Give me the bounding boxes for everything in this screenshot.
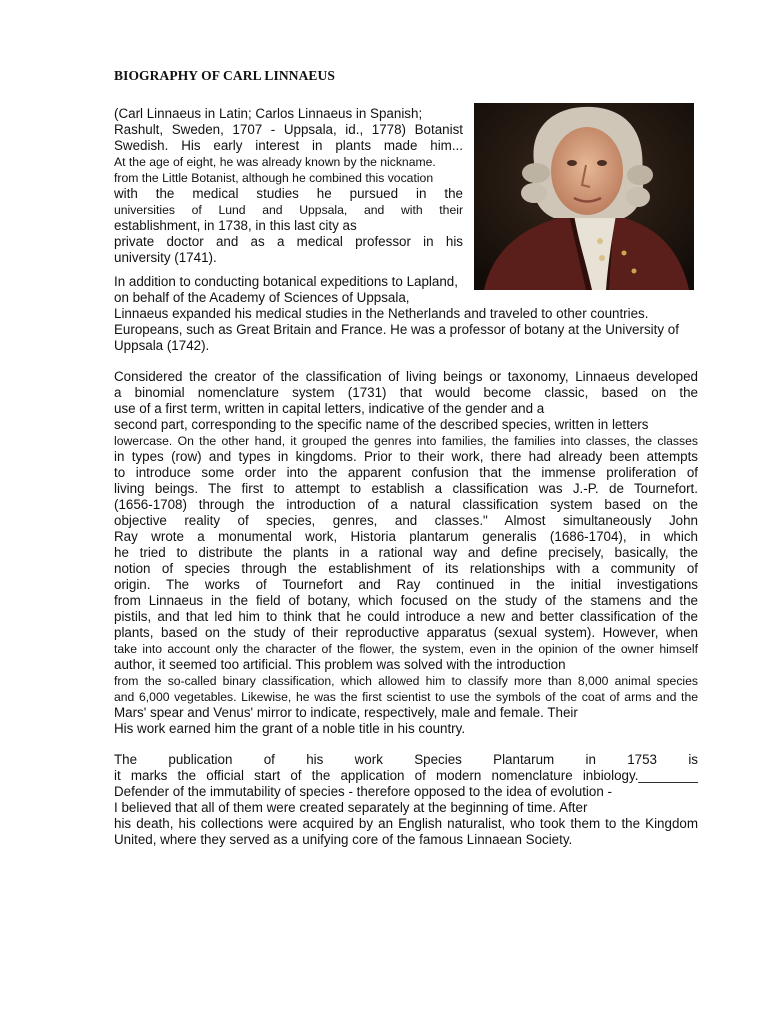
text-line: and 6,000 vegetables. Likewise, he was the first scientist to use the symbols of the coat of arms and the: [114, 690, 698, 704]
text-line: use of a first term, written in capital letters, indicative of the gender and a: [114, 401, 545, 416]
text-line: Swedish. His early interest in plants made him...: [114, 138, 463, 153]
text-line: objective reality of species, genres, and classes." Almost simultaneously John: [114, 513, 698, 528]
text-line: pistils, and that led him to think that he could introduce a new and better classification of the: [114, 609, 698, 624]
text-line: United, where they served as a unifying core of the famous Linnaean Society.: [114, 832, 573, 847]
text-line: from Linnaeus in the field of botany, which focused on the study of the stamens and the: [114, 593, 698, 608]
text-line: from the so-called binary classification, which allowed him to classify more than 8,000 animal species: [114, 674, 698, 688]
text-line: plants, based on the study of their reproductive apparatus (sexual system). However, when: [114, 625, 698, 640]
text-line: on behalf of the Academy of Sciences of Uppsala,: [114, 290, 410, 305]
text-line: author, it seemed too artificial. This problem was solved with the introduction: [114, 657, 566, 672]
text-line: notion of species through the establishment of its relationships with a community of: [114, 561, 698, 576]
text-line: Mars' spear and Venus' mirror to indicate, respectively, male and female. Their: [114, 705, 578, 720]
text-line: Linnaeus expanded his medical studies in the Netherlands and traveled to other countries.: [114, 306, 649, 321]
text-line: a binomial nomenclature system (1731) that would become classic, based on the: [114, 385, 698, 400]
text-line: private doctor and as a medical professor in his: [114, 234, 463, 249]
text-line: origin. The works of Tournefort and Ray continued in the initial investigations: [114, 577, 698, 592]
text-line: second part, corresponding to the specific name of the described species, written in letters: [114, 417, 649, 432]
text-line: university (1741).: [114, 250, 217, 265]
text-line: Uppsala (1742).: [114, 338, 210, 353]
text-line: take into account only the character of the flower, the system, even in the opinion of the owner himself: [114, 642, 698, 656]
text-line: Defender of the immutability of species - therefore opposed to the idea of evolution -: [114, 784, 612, 799]
text-line: to introduce some order into the apparent confusion that the immense proliferation of: [114, 465, 698, 480]
document-title: BIOGRAPHY OF CARL LINNAEUS: [114, 68, 335, 83]
text-line: In addition to conducting botanical expeditions to Lapland,: [114, 274, 458, 289]
text-line: At the age of eight, he was already known by the nickname.: [114, 155, 436, 169]
text-line: Rashult, Sweden, 1707 - Uppsala, id., 1778) Botanist: [114, 122, 463, 137]
text-line: universities of Lund and Uppsala, and with their: [114, 203, 463, 217]
text-line: His work earned him the grant of a noble title in his country.: [114, 721, 466, 736]
text-line: with the medical studies he pursued in the: [114, 186, 463, 201]
portrait-image: [474, 103, 694, 290]
text-line: Ray wrote a monumental work, Historia plantarum generalis (1686-1704), in which: [114, 529, 698, 544]
text-line: lowercase. On the other hand, it grouped the genres into families, the families into classes, the classes: [114, 434, 698, 448]
text-line: I believed that all of them were created separately at the beginning of time. After: [114, 800, 588, 815]
text-line: it marks the official start of the application of modern nomenclature inbiology.________: [114, 768, 698, 783]
text-line: in types (row) and types in kingdoms. Prior to their work, there had already been attempts: [114, 449, 698, 464]
text-line: from the Little Botanist, although he combined this vocation: [114, 171, 434, 185]
text-line: The publication of his work Species Plantarum in 1753 is: [114, 752, 698, 767]
text-line: Europeans, such as Great Britain and France. He was a professor of botany at the University of: [114, 322, 679, 337]
text-line: he tried to distribute the plants in a rational way and define precisely, basically, the: [114, 545, 698, 560]
text-line: Considered the creator of the classification of living beings or taxonomy, Linnaeus developed: [114, 369, 698, 384]
text-line: (Carl Linnaeus in Latin; Carlos Linnaeus in Spanish;: [114, 106, 423, 121]
text-line: (1656-1708) through the introduction of a natural classification system based on the: [114, 497, 698, 512]
text-line: living beings. The first to attempt to establish a classification was J.-P. de Tournefort.: [114, 481, 698, 496]
text-line: establishment, in 1738, in this last city as: [114, 218, 357, 233]
text-line: his death, his collections were acquired by an English naturalist, who took them to the Kingdom: [114, 816, 698, 831]
